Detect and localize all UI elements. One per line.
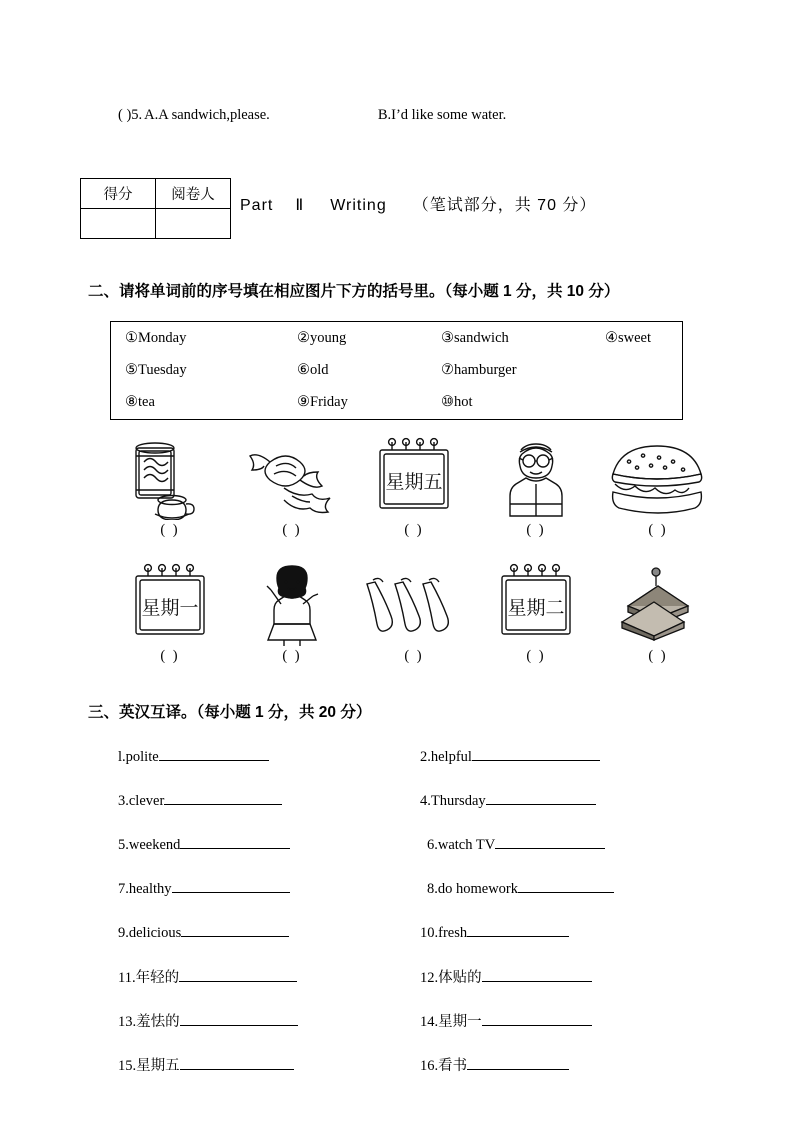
answer-line[interactable]	[495, 834, 605, 849]
answer-line[interactable]	[472, 746, 600, 761]
question-5-option-a: A.A sandwich,please.	[144, 107, 270, 123]
word-bank-item-9: ⑨Friday	[297, 394, 348, 410]
word-bank-item-4: ④sweet	[605, 330, 652, 346]
answer-line[interactable]	[486, 790, 596, 805]
part-name: Writing	[330, 197, 387, 214]
answer-line[interactable]	[181, 922, 289, 937]
answer-line[interactable]	[172, 878, 290, 893]
translation-item-16: 16.看书	[420, 1054, 569, 1075]
young-girl-icon	[232, 558, 352, 646]
answer-blank[interactable]: ( )	[526, 522, 546, 538]
picture-cell-tea	[110, 432, 230, 552]
word-bank-item-2: ②young	[297, 330, 347, 346]
answer-line[interactable]	[482, 1011, 592, 1026]
word-bank-item-1: ①Monday	[125, 330, 187, 346]
section-three-heading: 三、英汉互译。（每小题 1 分，共 20 分）	[88, 704, 372, 721]
answer-blank[interactable]: ( )	[526, 648, 546, 664]
calendar-monday-icon	[110, 558, 230, 646]
answer-blank[interactable]: ( )	[404, 522, 424, 538]
calendar-text: 星期五	[385, 472, 443, 493]
wrapped-candy-icon	[232, 432, 352, 520]
word-bank-row	[111, 330, 682, 362]
score-table-value-row	[81, 209, 231, 239]
word-bank-row	[111, 394, 682, 426]
translation-item-12: 12.体贴的	[420, 966, 592, 987]
translation-item-14: 14.星期一	[420, 1010, 592, 1031]
picture-row-2	[110, 558, 710, 678]
calendar-text: 星期二	[507, 598, 565, 619]
picture-cell-sandwich	[598, 558, 718, 678]
word-bank-item-7: ⑦hamburger	[441, 362, 517, 378]
word-bank-box	[110, 321, 683, 420]
answer-blank[interactable]: ( )	[282, 522, 302, 538]
translation-item-15: 15.星期五	[118, 1054, 294, 1075]
answer-blank[interactable]: ( )	[648, 522, 668, 538]
old-man-icon	[476, 432, 596, 520]
word-bank-row	[111, 362, 682, 394]
score-value-score[interactable]	[81, 209, 156, 239]
answer-blank[interactable]: ( )	[160, 522, 180, 538]
calendar-text: 星期一	[141, 598, 199, 619]
answer-line[interactable]	[180, 1011, 298, 1026]
translation-item-5: 5.weekend	[118, 834, 290, 854]
translation-item-10: 10.fresh	[420, 922, 569, 942]
translation-item-6: 6.watch TV	[427, 834, 605, 854]
answer-line[interactable]	[164, 790, 282, 805]
section-two-heading: 二、请将单词前的序号填在相应图片下方的括号里。（每小题 1 分，共 10 分）	[88, 283, 620, 300]
translation-item-9: 9.delicious	[118, 922, 289, 942]
part-note: （笔试部分，共 70 分）	[412, 197, 597, 214]
translation-item-13: 13.羞怯的	[118, 1010, 298, 1031]
answer-line[interactable]	[159, 746, 269, 761]
chili-peppers-icon	[354, 558, 474, 646]
translation-item-11: 11.年轻的	[118, 966, 297, 987]
sandwich-icon	[598, 558, 718, 646]
word-bank-item-5: ⑤Tuesday	[125, 362, 187, 378]
score-table	[80, 178, 231, 239]
answer-line[interactable]	[467, 1055, 569, 1070]
hamburger-icon	[598, 432, 718, 520]
translation-item-3: 3.clever	[118, 790, 282, 810]
score-header-marker: 阅卷人	[156, 179, 231, 209]
translation-item-4: 4.Thursday	[420, 790, 596, 810]
translation-item-2: 2.helpful	[420, 746, 600, 766]
answer-blank[interactable]: ( )	[404, 648, 424, 664]
word-bank-item-8: ⑧tea	[125, 394, 155, 410]
calendar-tuesday-icon	[476, 558, 596, 646]
score-table-header-row	[81, 179, 231, 209]
picture-cell-hamburger	[598, 432, 718, 552]
picture-cell-young-girl	[232, 558, 352, 678]
translation-item-1: l.polite	[118, 746, 269, 766]
answer-line[interactable]	[180, 1055, 294, 1070]
answer-line[interactable]	[467, 922, 569, 937]
answer-blank[interactable]: ( )	[160, 648, 180, 664]
picture-cell-old-man	[476, 432, 596, 552]
answer-line[interactable]	[179, 967, 297, 982]
part-numeral: Ⅱ	[295, 197, 305, 214]
score-value-marker[interactable]	[156, 209, 231, 239]
question-5-line	[118, 107, 506, 124]
word-bank-item-3: ③sandwich	[441, 330, 509, 346]
picture-cell-friday	[354, 432, 474, 552]
translation-item-8: 8.do homework	[427, 878, 614, 898]
picture-cell-monday	[110, 558, 230, 678]
calendar-friday-icon	[354, 432, 474, 520]
score-header-score: 得分	[81, 179, 156, 209]
answer-line[interactable]	[518, 878, 614, 893]
part-label: Part	[240, 197, 274, 214]
answer-line[interactable]	[482, 967, 592, 982]
answer-line[interactable]	[180, 834, 290, 849]
question-5-option-b: B.I’d like some water.	[377, 107, 507, 123]
question-5-number: 5.	[131, 107, 143, 123]
answer-blank[interactable]: ( )	[282, 648, 302, 664]
picture-cell-peppers	[354, 558, 474, 678]
question-5-answer-paren: ( )	[118, 107, 132, 123]
picture-cell-candy	[232, 432, 352, 552]
word-bank-item-10: ⑩hot	[441, 394, 473, 410]
answer-blank[interactable]: ( )	[648, 648, 668, 664]
picture-row-1	[110, 432, 710, 552]
word-bank-item-6: ⑥old	[297, 362, 329, 378]
part-two-title	[240, 192, 596, 215]
picture-cell-tuesday	[476, 558, 596, 678]
tea-cup-and-canister-icon	[110, 432, 230, 520]
translation-item-7: 7.healthy	[118, 878, 290, 898]
